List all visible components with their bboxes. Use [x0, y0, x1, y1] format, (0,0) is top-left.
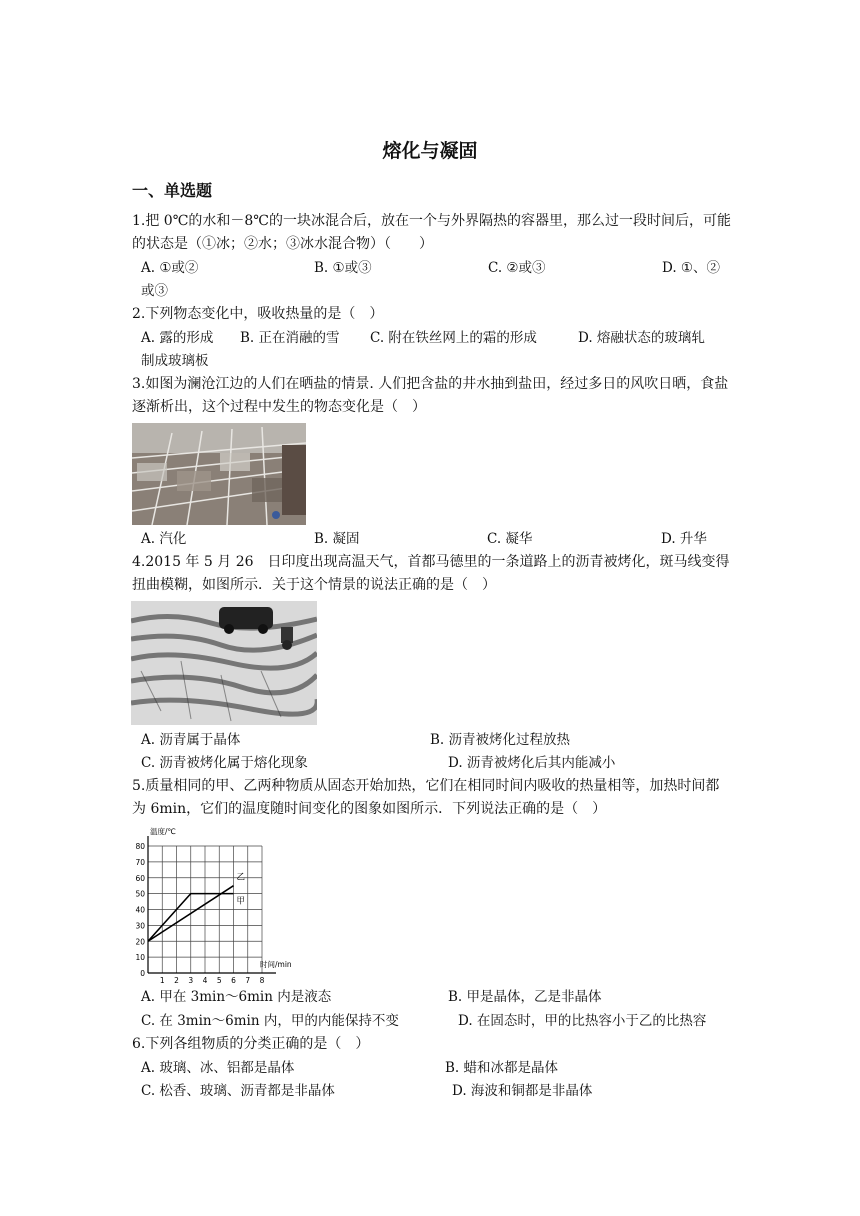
question-5-text: 5.质量相同的甲、乙两种物质从固态开始加热，它们在相同时间内吸收的热量相等，加热时间都为 6min，它们的温度随时间变化的图象如图所示．下列说法正确的是（ ） — [132, 778, 720, 817]
question-3-text: 3.如图为澜沧江边的人们在晒盐的情景. 人们把含盐的井水抽到盐田，经过多日的风吹日晒，食盐逐渐析出，这个过程中发生的物态变化是（ ） — [132, 376, 729, 415]
x-tick-label: 4 — [202, 976, 208, 985]
y-tick-label: 30 — [135, 921, 145, 931]
melted-asphalt-photo — [131, 601, 317, 725]
question-6-text: 6.下列各组物质的分类正确的是（ ） — [132, 1036, 370, 1052]
q3-option-d[interactable]: D. 升华 — [661, 531, 707, 547]
q6-option-a[interactable]: A. 玻璃、冰、铝都是晶体 — [141, 1060, 295, 1076]
y-tick-label: 40 — [135, 905, 145, 915]
q4-option-b[interactable]: B. 沥青被烤化过程放热 — [430, 732, 571, 748]
y-tick-label: 80 — [135, 842, 145, 851]
q2-option-d[interactable]: D. 熔融状态的玻璃轧 — [578, 330, 705, 346]
q5-option-d[interactable]: D. 在固态时，甲的比热容小于乙的比热容 — [458, 1013, 707, 1029]
q5-option-a[interactable]: A. 甲在 3min～6min 内是液态 — [141, 989, 332, 1005]
q2-option-d-continued: 制成玻璃板 — [141, 353, 209, 369]
q2-option-b[interactable]: B. 正在消融的雪 — [240, 330, 340, 346]
section-heading: 一、单选题 — [132, 181, 213, 200]
q1-option-d-continued: 或③ — [141, 283, 168, 299]
x-tick-label: 3 — [188, 976, 194, 985]
q4-option-c[interactable]: C. 沥青被烤化属于熔化现象 — [141, 755, 308, 771]
q2-option-c[interactable]: C. 附在铁丝网上的霜的形成 — [370, 330, 537, 346]
x-tick-label: 5 — [216, 976, 222, 985]
q3-option-a[interactable]: A. 汽化 — [141, 531, 187, 547]
q1-option-b[interactable]: B. ①或③ — [314, 260, 372, 276]
q6-option-d[interactable]: D. 海波和铜都是非晶体 — [452, 1083, 593, 1099]
series-label: 乙 — [236, 872, 246, 883]
salt-field-photo — [132, 423, 306, 525]
q1-option-a[interactable]: A. ①或② — [141, 260, 199, 276]
y-tick-label: 0 — [140, 969, 145, 978]
q5-option-c[interactable]: C. 在 3min～6min 内，甲的内能保持不变 — [141, 1013, 399, 1029]
x-tick-label: 7 — [245, 976, 251, 985]
q6-option-c[interactable]: C. 松香、玻璃、沥青都是非晶体 — [141, 1083, 335, 1099]
q4-option-a[interactable]: A. 沥青属于晶体 — [141, 732, 241, 748]
q6-option-b[interactable]: B. 蜡和冰都是晶体 — [445, 1060, 559, 1076]
question-2-text: 2.下列物态变化中，吸收热量的是（ ） — [132, 306, 384, 322]
question-4-text: 4.2015 年 5 月 26 日印度出现高温天气，首都马德里的一条道路上的沥青被烤化，斑马线变得扭曲模糊，如图所示．关于这个情景的说法正确的是（ ） — [132, 554, 730, 593]
x-tick-label: 6 — [231, 976, 236, 985]
q2-option-a[interactable]: A. 露的形成 — [141, 330, 214, 346]
q3-option-b[interactable]: B. 凝固 — [314, 531, 360, 547]
y-tick-label: 70 — [135, 857, 145, 867]
x-tick-label: 1 — [159, 976, 165, 985]
series-label: 甲 — [236, 896, 246, 907]
page-title: 熔化与凝固 — [382, 140, 478, 162]
q1-option-d[interactable]: D. ①、② — [662, 260, 721, 276]
question-1-text: 1.把 0℃的水和－8℃的一块冰混合后，放在一个与外界隔热的容器里，那么过一段时间后，可能的状态是（①冰；②水；③冰水混合物）（ ） — [132, 213, 731, 252]
y-axis-label: 温度/℃ — [150, 827, 176, 836]
q5-option-b[interactable]: B. 甲是晶体，乙是非晶体 — [448, 989, 602, 1005]
y-tick-label: 20 — [135, 937, 145, 947]
q4-option-d[interactable]: D. 沥青被烤化后其内能减小 — [448, 755, 616, 771]
q3-option-c[interactable]: C. 凝华 — [487, 531, 533, 547]
q1-option-c[interactable]: C. ②或③ — [488, 260, 546, 276]
y-tick-label: 50 — [135, 889, 145, 899]
y-tick-label: 60 — [135, 873, 145, 883]
y-tick-label: 10 — [135, 953, 145, 963]
x-axis-label: 时间/min — [260, 960, 292, 969]
x-tick-label: 2 — [174, 976, 179, 985]
x-tick-label: 8 — [259, 976, 265, 985]
temperature-time-chart — [130, 825, 310, 985]
